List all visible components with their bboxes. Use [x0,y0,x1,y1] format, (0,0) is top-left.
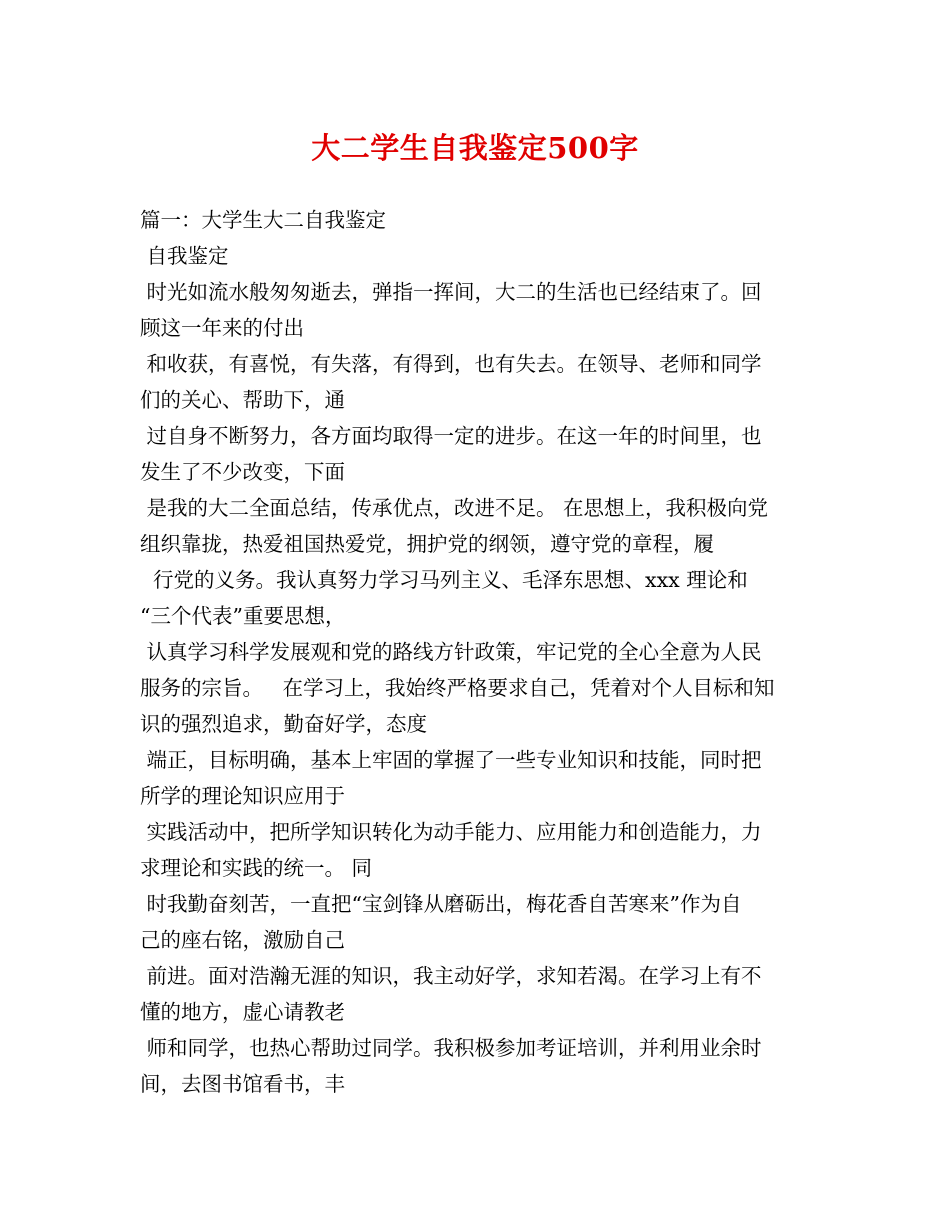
document-title: 大二学生自我鉴定500字 [311,131,639,165]
body-line: 时我勤奋刻苦，一直把“宝剑锋从磨砺出，梅花香自苦寒来”作为自 [140,892,742,916]
body-line: 发生了不少改变，下面 [140,460,345,484]
body-line: 间，去图书馆看书，丰 [140,1072,345,1096]
body-line: 前进。面对浩瀚无涯的知识，我主动好学，求知若渴。在学习上有不 [140,964,762,988]
body-line: 行党的义务。我认真努力学习马列主义、毛泽东思想、xxx 理论和 [140,568,748,592]
body-line: 实践活动中，把所学知识转化为动手能力、应用能力和创造能力，力 [140,820,762,844]
document-body [140,202,820,1102]
body-line: 时光如流水般匆匆逝去，弹指一挥间，大二的生活也已经结束了。回 [140,280,762,304]
body-line: 认真学习科学发展观和党的路线方针政策，牢记党的全心全意为人民 [140,640,762,664]
body-line: 顾这一年来的付出 [140,316,304,340]
body-line: 过自身不断努力，各方面均取得一定的进步。在这一年的时间里，也 [140,424,762,448]
body-line: 端正，目标明确，基本上牢固的掌握了一些专业知识和技能，同时把 [140,748,762,772]
body-line: 师和同学，也热心帮助过同学。我积极参加考证培训，并利用业余时 [140,1036,762,1060]
body-line: 自我鉴定 [140,244,229,268]
body-line: 己的座右铭，激励自己 [140,928,345,952]
body-line: 懂的地方，虚心请教老 [140,1000,345,1024]
body-line: 所学的理论知识应用于 [140,784,345,808]
body-line: 识的强烈追求，勤奋好学，态度 [140,712,427,736]
body-line: 服务的宗旨。 在学习上，我始终严格要求自己，凭着对个人目标和知 [140,676,775,700]
body-line: 组织靠拢，热爱祖国热爱党，拥护党的纲领，遵守党的章程，履 [140,532,714,556]
body-line: 们的关心、帮助下，通 [140,388,345,412]
body-line: 求理论和实践的统一。 同 [140,856,373,880]
body-line: 篇一：大学生大二自我鉴定 [140,208,386,232]
body-line: “三个代表”重要思想， [140,604,346,628]
body-line: 是我的大二全面总结，传承优点，改进不足。 在思想上，我积极向党 [140,496,769,520]
body-line: 和收获，有喜悦，有失落，有得到，也有失去。在领导、老师和同学 [140,352,762,376]
